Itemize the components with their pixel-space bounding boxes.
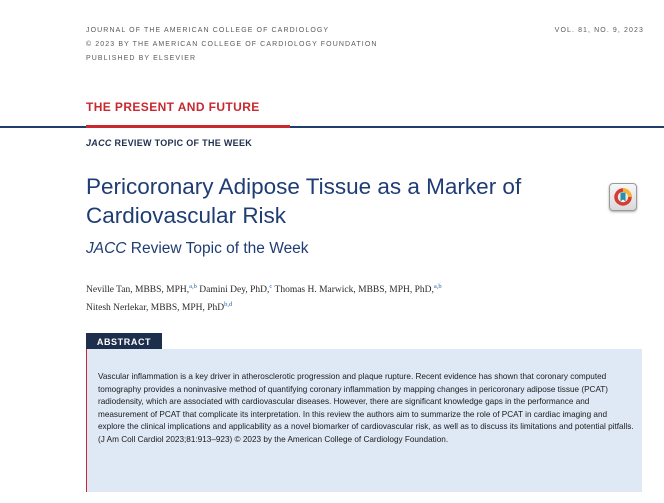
affiliation-marker[interactable]: a,b [189, 283, 197, 290]
section-rule [0, 126, 664, 128]
article-subtitle [86, 240, 309, 258]
author-list [86, 281, 616, 317]
abstract-label: ABSTRACT [86, 333, 162, 350]
abstract-text [98, 371, 634, 447]
volume-info: VOL. 81, NO. 9, 2023 [554, 27, 644, 34]
publisher-line: PUBLISHED BY ELSEVIER [86, 55, 197, 62]
author[interactable]: Nitesh Nerlekar, MBBS, MPH, PhD$^{b,d}$ [86, 301, 233, 313]
section-label: THE PRESENT AND FUTURE [86, 100, 260, 114]
abstract-citation: (J Am Coll Cardiol 2023;81:913–923) © 2023 by the American College of Cardiology Foundation. [98, 434, 449, 444]
article-category [86, 138, 252, 148]
subtitle-text: Review Topic of the Week [126, 240, 309, 257]
subtitle-jacc: JACC [86, 240, 127, 257]
crossmark-icon [613, 187, 633, 207]
copyright-line: © 2023 BY THE AMERICAN COLLEGE OF CARDIOLOGY FOUNDATION [86, 41, 378, 48]
affiliation-marker[interactable]: a,b [433, 283, 442, 290]
author[interactable]: Damini Dey, PhD,$^c$ [199, 283, 273, 295]
category-text: REVIEW TOPIC OF THE WEEK [111, 138, 253, 148]
crossmark-button[interactable] [609, 183, 637, 211]
abstract-body: Vascular inflammation is a key driver in atherosclerotic progression and plaque rupture. Recent evidence has shown that coronary computed tomography provides a noninvasive method of quantifying coronary inflammation by mapping changes in pericoronary adipose tissue (PCAT) radiodensity, which are associated with cardiovascular diseases. However, there are significant knowledge gaps in the performance and measurement of PCAT that complicate its interpretation. In this review the authors aim to summarize the role of PCAT in cardiac imaging and explore the clinical implications and applicability as a novel biomarker of cardiovascular risk, as well as to discuss its limitations and potential pitfalls. [98, 372, 634, 432]
affiliation-marker[interactable]: b,d [224, 301, 233, 308]
article-title: Pericoronary Adipose Tissue as a Marker of Cardiovascular Risk [86, 174, 522, 228]
author[interactable]: Thomas H. Marwick, MBBS, MPH, PhD,$^{a,b}$ [274, 283, 442, 295]
journal-header [86, 24, 378, 66]
journal-name: JOURNAL OF THE AMERICAN COLLEGE OF CARDIOLOGY [86, 27, 330, 34]
abstract-box [86, 349, 642, 492]
category-jacc: JACC [86, 138, 112, 148]
author[interactable]: Neville Tan, MBBS, MPH,$^{a,b}$ [86, 283, 197, 295]
affiliation-marker[interactable]: c [269, 283, 273, 290]
section-rule-accent [86, 125, 290, 128]
